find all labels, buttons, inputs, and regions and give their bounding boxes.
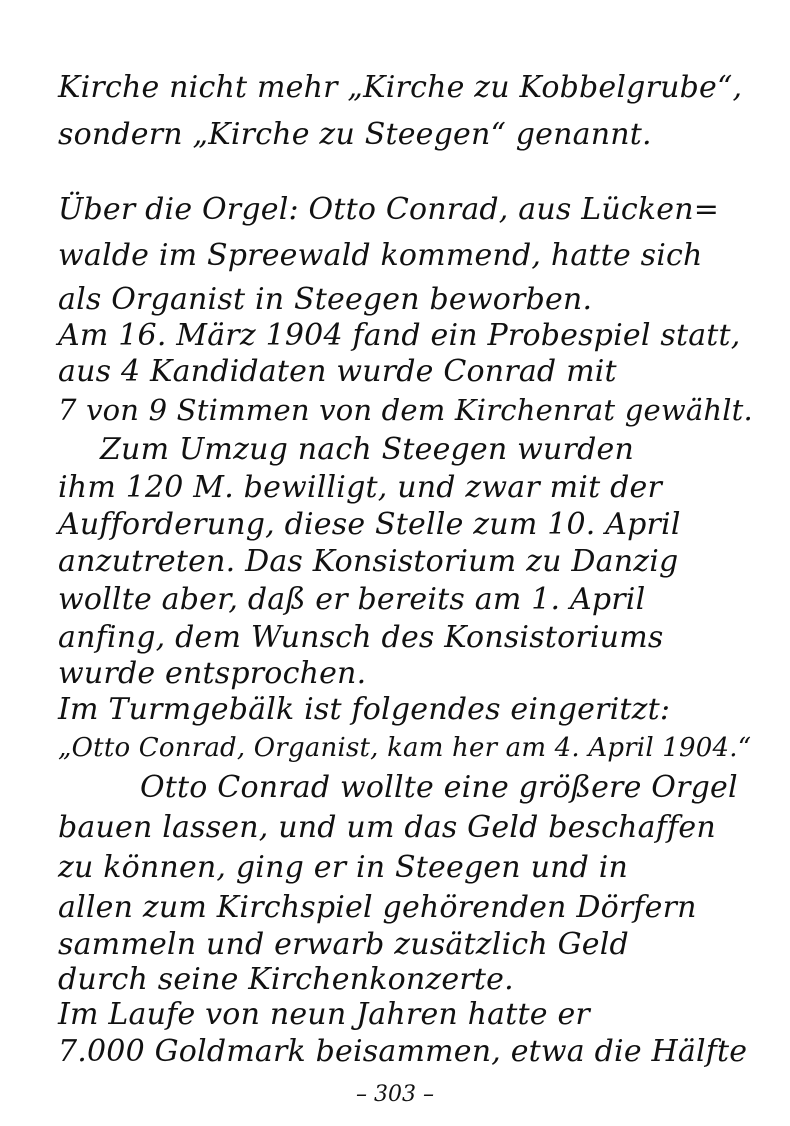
text-line-16: Im Turmgebälk ist folgendes eingeritzt: xyxy=(58,692,671,727)
text-line-7: aus 4 Kandidaten wurde Conrad mit xyxy=(58,354,617,389)
text-line-19: bauen lassen, und um das Geld beschaffen xyxy=(58,810,716,845)
text-line-12: anzutreten. Das Konsistorium zu Danzig xyxy=(58,544,679,579)
text-line-22: sammeln und erwarb zusätzlich Geld xyxy=(58,927,629,962)
text-line-23: durch seine Kirchenkonzerte. xyxy=(58,962,514,997)
text-line-14: anfing, dem Wunsch des Konsistoriums xyxy=(58,620,664,655)
text-line-20: zu können, ging er in Steegen und in xyxy=(58,850,629,885)
text-line-3: Über die Orgel: Otto Conrad, aus Lücken= xyxy=(58,192,720,227)
text-line-15: wurde entsprochen. xyxy=(58,656,367,691)
text-line-1: Kirche nicht mehr „Kirche zu Kobbelgrube“, xyxy=(58,70,743,105)
text-line-10: ihm 120 M. bewilligt, und zwar mit der xyxy=(58,470,662,505)
page-number: – 303 – xyxy=(356,1082,434,1107)
text-line-9: Zum Umzug nach Steegen wurden xyxy=(100,432,634,467)
text-line-6: Am 16. März 1904 fand ein Probespiel statt, xyxy=(58,318,741,353)
text-line-25: 7.000 Goldmark beisammen, etwa die Hälfte xyxy=(58,1034,748,1069)
text-line-18: Otto Conrad wollte eine größere Orgel xyxy=(140,770,738,805)
text-line-21: allen zum Kirchspiel gehörenden Dörfern xyxy=(58,890,697,925)
text-line-11: Aufforderung, diese Stelle zum 10. April xyxy=(58,507,681,542)
text-line-2: sondern „Kirche zu Steegen“ genannt. xyxy=(58,117,652,152)
text-line-13: wollte aber, daß er bereits am 1. April xyxy=(58,582,646,617)
text-line-8: 7 von 9 Stimmen von dem Kirchenrat gewählt. xyxy=(58,393,753,427)
text-line-24: Im Laufe von neun Jahren hatte er xyxy=(58,997,590,1032)
text-line-5: als Organist in Steegen beworben. xyxy=(58,282,593,317)
text-line-17: „Otto Conrad, Organist, kam her am 4. April 1904.“ xyxy=(58,733,752,763)
text-line-4: walde im Spreewald kommend, hatte sich xyxy=(58,238,703,273)
